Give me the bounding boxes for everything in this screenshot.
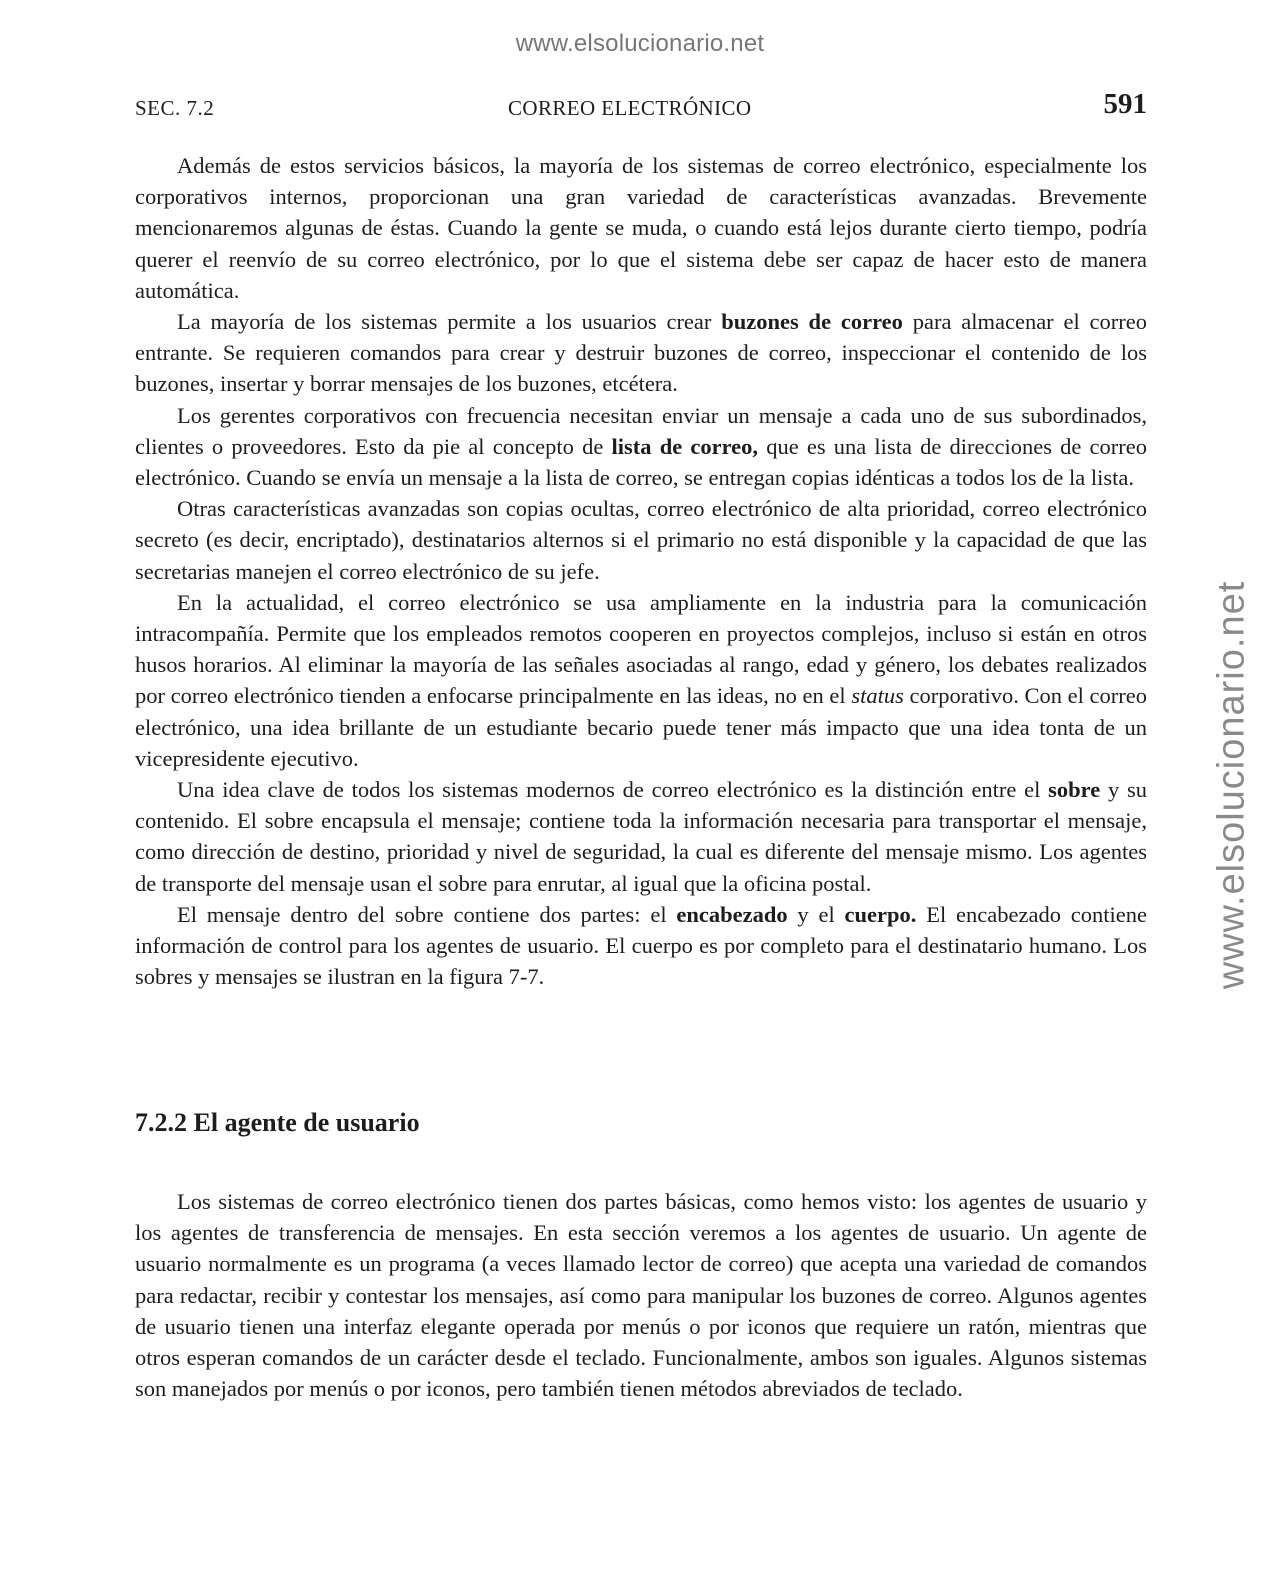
section-number: SEC. 7.2 <box>135 96 215 120</box>
section-body <box>135 1186 1147 1404</box>
term-bold: lista de correo, <box>611 433 759 459</box>
paragraph: La mayoría de los sistemas permite a los usuarios crear buzones de correo para almacenar el correo entrante. Se requieren comandos para crear y destruir buzones de correo, inspeccionar el contenido de los buzones, insertar y borrar mensajes de los buzones, etcétera. <box>135 309 1147 397</box>
section-heading: 7.2.2 El agente de usuario <box>135 1108 420 1137</box>
page-number: 591 <box>1103 88 1147 120</box>
running-head <box>135 88 1147 128</box>
body-text <box>135 150 1147 992</box>
chapter-title: CORREO ELECTRÓNICO <box>508 96 752 120</box>
paragraph: En la actualidad, el correo electrónico se usa ampliamente en la industria para la comunicación intracompañía. Permite que los empleados remotos cooperen en proyectos complejos, incluso si están en otros husos horarios. Al eliminar la mayoría de las señales asociadas al rango, edad y género, los debates realizados por correo electrónico tienden a enfocarse principalmente en las ideas, no en el status corporativo. Con el correo electrónico, una idea brillante de un estudiante becario puede tener más impacto que una idea tonta de un vicepresidente ejecutivo. <box>135 589 1147 771</box>
term-bold: sobre <box>1048 777 1101 803</box>
term-bold: encabezado <box>676 901 788 927</box>
term-bold: buzones de correo <box>721 309 903 335</box>
term-italic: status <box>851 683 904 709</box>
watermark-side: www.elsolucionario.net <box>1210 580 1253 990</box>
term-bold: cuerpo. <box>844 901 917 927</box>
watermark-top: www.elsolucionario.net <box>515 30 765 57</box>
paragraph: El mensaje dentro del sobre contiene dos partes: el encabezado y el cuerpo. El encabezado contiene información de control para los agentes de usuario. El cuerpo es por completo para el destinatario humano. Los sobres y mensajes se ilustran en la figura 7-7. <box>135 901 1147 990</box>
paragraph: Otras características avanzadas son copias ocultas, correo electrónico de alta prioridad, correo electrónico secreto (es decir, encriptado), destinatarios alternos si el primario no está disponible y la capacidad de que las secretarias manejen el correo electrónico de su jefe. <box>135 496 1147 584</box>
paragraph: Una idea clave de todos los sistemas modernos de correo electrónico es la distinción entre el sobre y su contenido. El sobre encapsula el mensaje; contiene toda la información necesaria para transportar el mensaje, como dirección de destino, prioridad y nivel de seguridad, la cual es diferente del mensaje mismo. Los agentes de transporte del mensaje usan el sobre para enrutar, al igual que la oficina postal. <box>135 777 1147 896</box>
paragraph: Además de estos servicios básicos, la mayoría de los sistemas de correo electrónico, especialmente los corporativos internos, proporcionan una gran variedad de características avanzadas. Brevemente mencionaremos algunas de éstas. Cuando la gente se muda, o cuando está lejos durante cierto tiempo, podría querer el reenvío de su correo electrónico, por lo que el sistema debe ser capaz de hacer esto de manera automática. <box>135 153 1147 303</box>
paragraph: Los sistemas de correo electrónico tienen dos partes básicas, como hemos visto: los agentes de usuario y los agentes de transferencia de mensajes. En esta sección veremos a los agentes de usuario. Un agente de usuario normalmente es un programa (a veces llamado lector de correo) que acepta una variedad de comandos para redactar, recibir y contestar los mensajes, así como para manipular los buzones de correo. Algunos agentes de usuario tienen una interfaz elegante operada por menús o por iconos que requiere un ratón, mientras que otros esperan comandos de un carácter desde el teclado. Funcionalmente, ambos son iguales. Algunos sistemas son manejados por menús o por iconos, pero también tienen métodos abreviados de teclado. <box>135 1189 1147 1402</box>
paragraph: Los gerentes corporativos con frecuencia necesitan enviar un mensaje a cada uno de sus subordinados, clientes o proveedores. Esto da pie al concepto de lista de correo, que es una lista de direcciones de correo electrónico. Cuando se envía un mensaje a la lista de correo, se entregan copias idénticas a todos los de la lista. <box>135 402 1147 491</box>
